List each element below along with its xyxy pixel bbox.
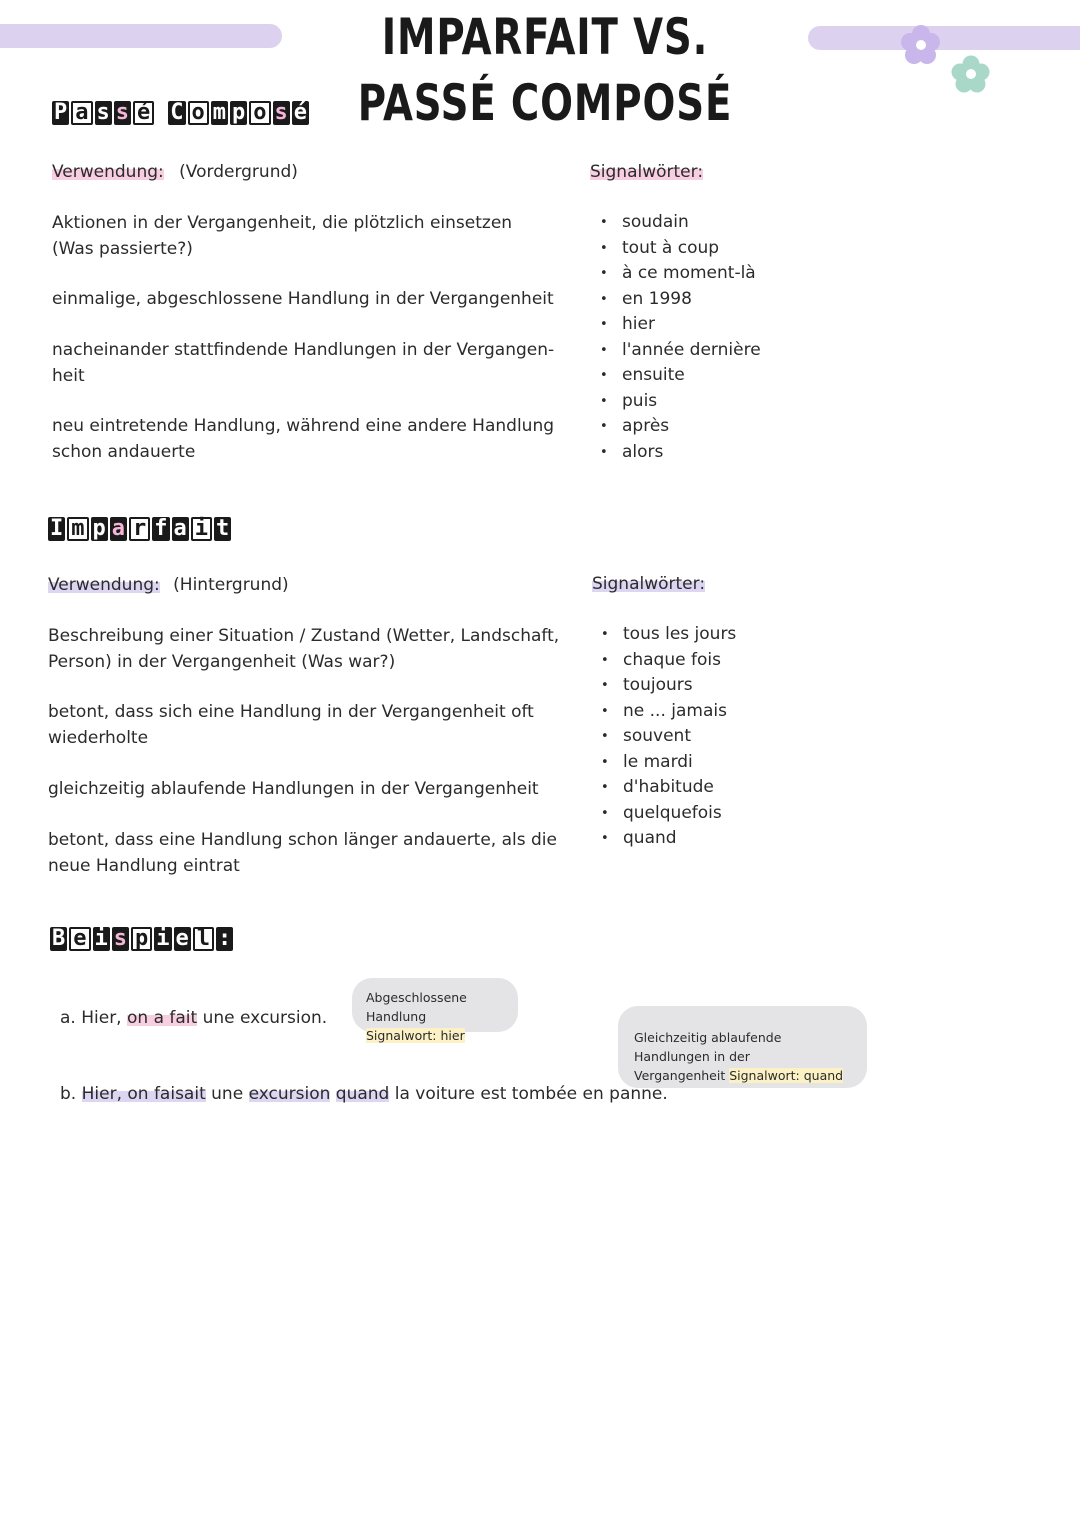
speech-bubble-a: Abgeschlossene Handlung Signalwort: hier [352, 978, 518, 1032]
signal-word-item: • tout à coup [600, 236, 761, 262]
imp-point-3: gleichzeitig ablaufende Handlungen in der Vergangenheit [48, 779, 539, 799]
heading-letter: p [131, 927, 152, 951]
speech-bubble-b: Gleichzeitig ablaufende Handlungen in der Vergangenheit Signalwort: quand [618, 1006, 867, 1088]
pc-usage-line [52, 160, 298, 186]
signal-word-item: • ne ... jamais [601, 699, 736, 725]
heading-letter: I [50, 516, 64, 541]
signal-word-item: • le mardi [601, 750, 736, 776]
heading-letter: i [191, 517, 212, 541]
heading-letter: C [170, 100, 184, 125]
heading-letter: s [274, 100, 288, 125]
imp-signal-label: Signalwörter: [592, 574, 706, 594]
flower-purple-icon [900, 24, 942, 66]
signal-word-item: • alors [600, 440, 761, 466]
heading-letter: m [212, 100, 226, 125]
heading-letter: s [115, 100, 129, 125]
heading-letter: a [111, 516, 125, 541]
signal-word-item: • en 1998 [600, 287, 761, 313]
heading-letter: o [249, 101, 270, 125]
signal-word-item: • chaque fois [601, 648, 736, 674]
signal-word-item: • à ce moment-là [600, 261, 761, 287]
pc-usage-label: Verwendung: [52, 162, 164, 182]
example-a: a. Hier, on a fait une excursion. [60, 1008, 328, 1028]
signal-word-item: • d'habitude [601, 775, 736, 801]
passe-compose-heading [52, 101, 309, 125]
imp-signal-list [601, 622, 736, 852]
imparfait-heading [48, 517, 231, 541]
signal-word-item: • puis [600, 389, 761, 415]
signal-word-item: • tous les jours [601, 622, 736, 648]
heading-space [156, 101, 166, 125]
imp-usage-label: Verwendung: [48, 575, 160, 595]
heading-letter: t [216, 516, 230, 541]
heading-letter: i [94, 926, 108, 951]
pc-signal-label: Signalwörter: [590, 162, 704, 182]
signal-word-item: • quelquefois [601, 801, 736, 827]
heading-letter: o [188, 101, 209, 125]
heading-letter: a [71, 101, 92, 125]
signal-word-item: • souvent [601, 724, 736, 750]
signal-word-item: • quand [601, 826, 736, 852]
signal-word-item: • toujours [601, 673, 736, 699]
pc-point-3: nacheinander stattfindende Handlungen in der Vergangen- heit [52, 340, 555, 386]
heading-letter: P [54, 100, 68, 125]
pc-signal-list [600, 210, 761, 465]
heading-letter: s [113, 926, 127, 951]
imp-usage-line [48, 573, 289, 599]
heading-letter: é [293, 100, 307, 125]
imp-point-1: Beschreibung einer Situation / Zustand (Wetter, Landschaft, Person) in der Vergangenheit (Was war?) [48, 626, 560, 672]
heading-letter: p [92, 516, 106, 541]
heading-letter: e [175, 926, 189, 951]
page-title: IMPARFAIT VS. PASSÉ COMPOSÉ [357, 8, 733, 132]
signal-word-item: • l'année dernière [600, 338, 761, 364]
heading-letter: : [218, 926, 232, 951]
signal-word-item: • hier [600, 312, 761, 338]
heading-letter: l [193, 927, 214, 951]
title-bar-left [0, 24, 282, 48]
heading-letter: r [129, 517, 150, 541]
signal-word-item: • ensuite [600, 363, 761, 389]
flower-mint-icon [950, 54, 992, 94]
signal-word-item: • après [600, 414, 761, 440]
imp-point-4: betont, dass eine Handlung schon länger andauerte, als die neue Handlung eintrat [48, 830, 557, 876]
heading-letter: m [67, 517, 88, 541]
heading-letter: e [69, 927, 90, 951]
title-bar-right [808, 26, 1080, 50]
heading-letter: a [173, 516, 187, 541]
heading-letter: f [154, 516, 168, 541]
heading-letter: i [156, 926, 170, 951]
heading-letter: é [133, 101, 154, 125]
imp-usage-note: (Hintergrund) [173, 575, 289, 595]
beispiel-heading [50, 927, 233, 951]
heading-letter: B [52, 926, 66, 951]
signal-word-item: • soudain [600, 210, 761, 236]
heading-letter: p [232, 100, 246, 125]
pc-point-1: Aktionen in der Vergangenheit, die plötzlich einsetzen (Was passierte?) [52, 213, 513, 259]
pc-point-2: einmalige, abgeschlossene Handlung in der Vergangenheit [52, 289, 554, 309]
heading-letter: s [96, 100, 110, 125]
pc-point-4: neu eintretende Handlung, während eine andere Handlung schon andauerte [52, 416, 555, 462]
example-b: b. Hier, on faisait une excursion quand la voiture est tombée en panne. [60, 1084, 668, 1104]
pc-usage-note: (Vordergrund) [179, 162, 298, 182]
imp-point-2: betont, dass sich eine Handlung in der Vergangenheit oft wiederholte [48, 702, 534, 748]
